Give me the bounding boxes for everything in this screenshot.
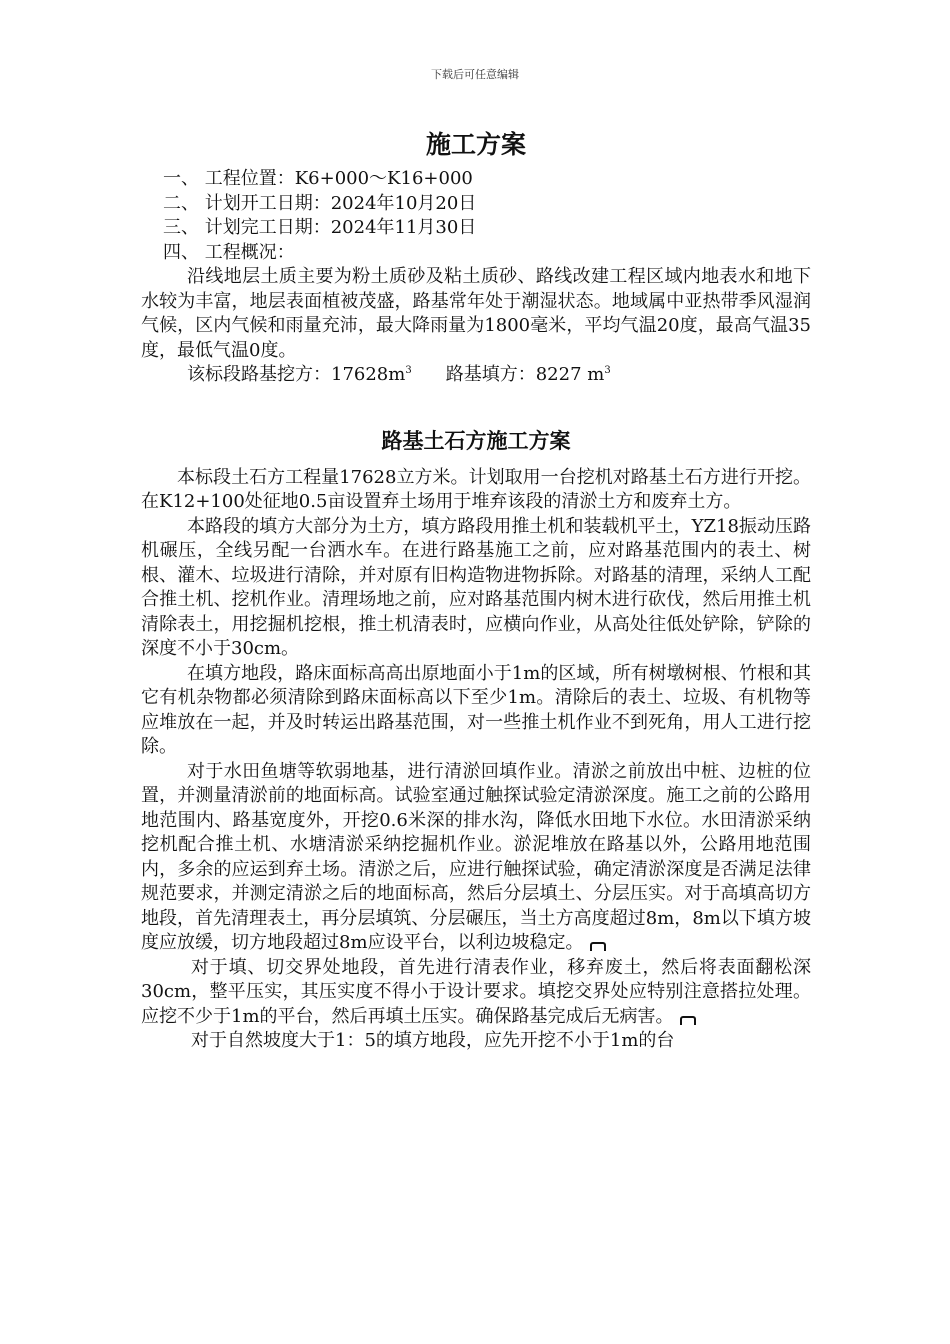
paragraph-6: 对于自然坡度大于1：5的填方地段，应先开挖不小于1m的台: [191, 1030, 675, 1051]
fill-volume: 路基填方：8227 m: [445, 364, 605, 385]
paragraph-4: [141, 760, 811, 956]
edit-mark-icon: [590, 942, 606, 951]
item-location: 一、 工程位置：K6+000～K16+000: [163, 168, 473, 189]
paragraph-2: 本路段的填方大部分为土方，填方路段用推土机和装载机平土，YZ18振动压路机碾压，全线另配一台洒水车。在进行路基施工之前，应对路基范围内的表土、树根、灌木、垃圾进行清除，并对原有旧构造物进物拆除。对路基的清理，采纳人工配合推土机、挖机作业。清理场地之前，应对路基范围内树木进行砍伐，然后用推土机清除表土，用挖掘机挖根，推土机清表时，应横向作业，从高处往低处铲除，铲除的深度不小于30cm。: [141, 515, 811, 659]
volume-line: [141, 363, 811, 388]
overview-paragraph: 沿线地层土质主要为粉土质砂及粘土质砂、路线改建工程区域内地表水和地下水较为丰富，地层表面植被茂盛，路基常年处于潮湿状态。地域属中亚热带季风湿润气候，区内气候和雨量充沛，最大降雨量为1800毫米，平均气温20度，最高气温35度，最低气温0度。: [141, 266, 811, 361]
paragraph-4-text: 对于水田鱼塘等软弱地基，进行清淤回填作业。清淤之前放出中桩、边桩的位置，并测量清淤前的地面标高。试验室通过触探试验定清淤深度。施工之前的公路用地范围内、路基宽度外，开挖0.6米深的排水沟，降低水田地下水位。水田清淤采纳挖机配合推土机、水塘清淤采纳挖掘机作业。淤泥堆放在路基以外，公路用地范围内，多余的应运到弃土场。清淤之后，应进行触探试验，确定清淤深度是否满足法律规范要求，并测定清淤之后的地面标高，然后分层填土、分层压实。对于高填高切方地段，首先清理表土，再分层填筑、分层碾压，当土方高度超过8m，8m以下填方坡度应放缓，切方地段超过8m应设平台，以利边坡稳定。: [141, 760, 811, 953]
fill-unit-sup: 3: [604, 365, 611, 376]
page-header: 下载后可任意编辑: [431, 68, 519, 81]
paragraph-5: [141, 956, 811, 1030]
cut-volume: 该标段路基挖方：17628m: [187, 364, 406, 385]
document-body: [141, 128, 811, 1054]
page-title: 施工方案: [425, 130, 526, 159]
paragraph-3: 在填方地段，路床面标高高出原地面小于1m的区域，所有树墩树根、竹根和其它有机杂物都必须清除到路床面标高以下至少1m。清除后的表土、垃圾、有机物等应堆放在一起，并及时转运出路基范围，对一些推土机作业不到死角，用人工进行挖除。: [141, 662, 811, 757]
paragraph-1: 本标段土石方工程量17628立方米。计划取用一台挖机对路基土石方进行开挖。在K12+100处征地0.5亩设置弃土场用于堆弃该段的清淤土方和废弃土方。: [141, 466, 811, 512]
section-title: 路基土石方施工方案: [381, 428, 571, 453]
item-overview-heading: 四、 工程概况：: [163, 241, 295, 263]
edit-mark-icon: [680, 1016, 696, 1025]
cut-unit-sup: 3: [405, 365, 412, 376]
item-start-date: 二、 计划开工日期：2024年10月20日: [163, 192, 477, 214]
item-end-date: 三、 计划完工日期：2024年11月30日: [163, 217, 477, 238]
paragraph-5-text: 对于填、切交界处地段，首先进行清表作业，移弃废土，然后将表面翻松深30cm，整平压实，其压实度不得小于设计要求。填挖交界处应特别注意搭拉处理。应挖不少于1m的平台，然后再填土压实。确保路基完成后无病害。: [141, 956, 811, 1027]
